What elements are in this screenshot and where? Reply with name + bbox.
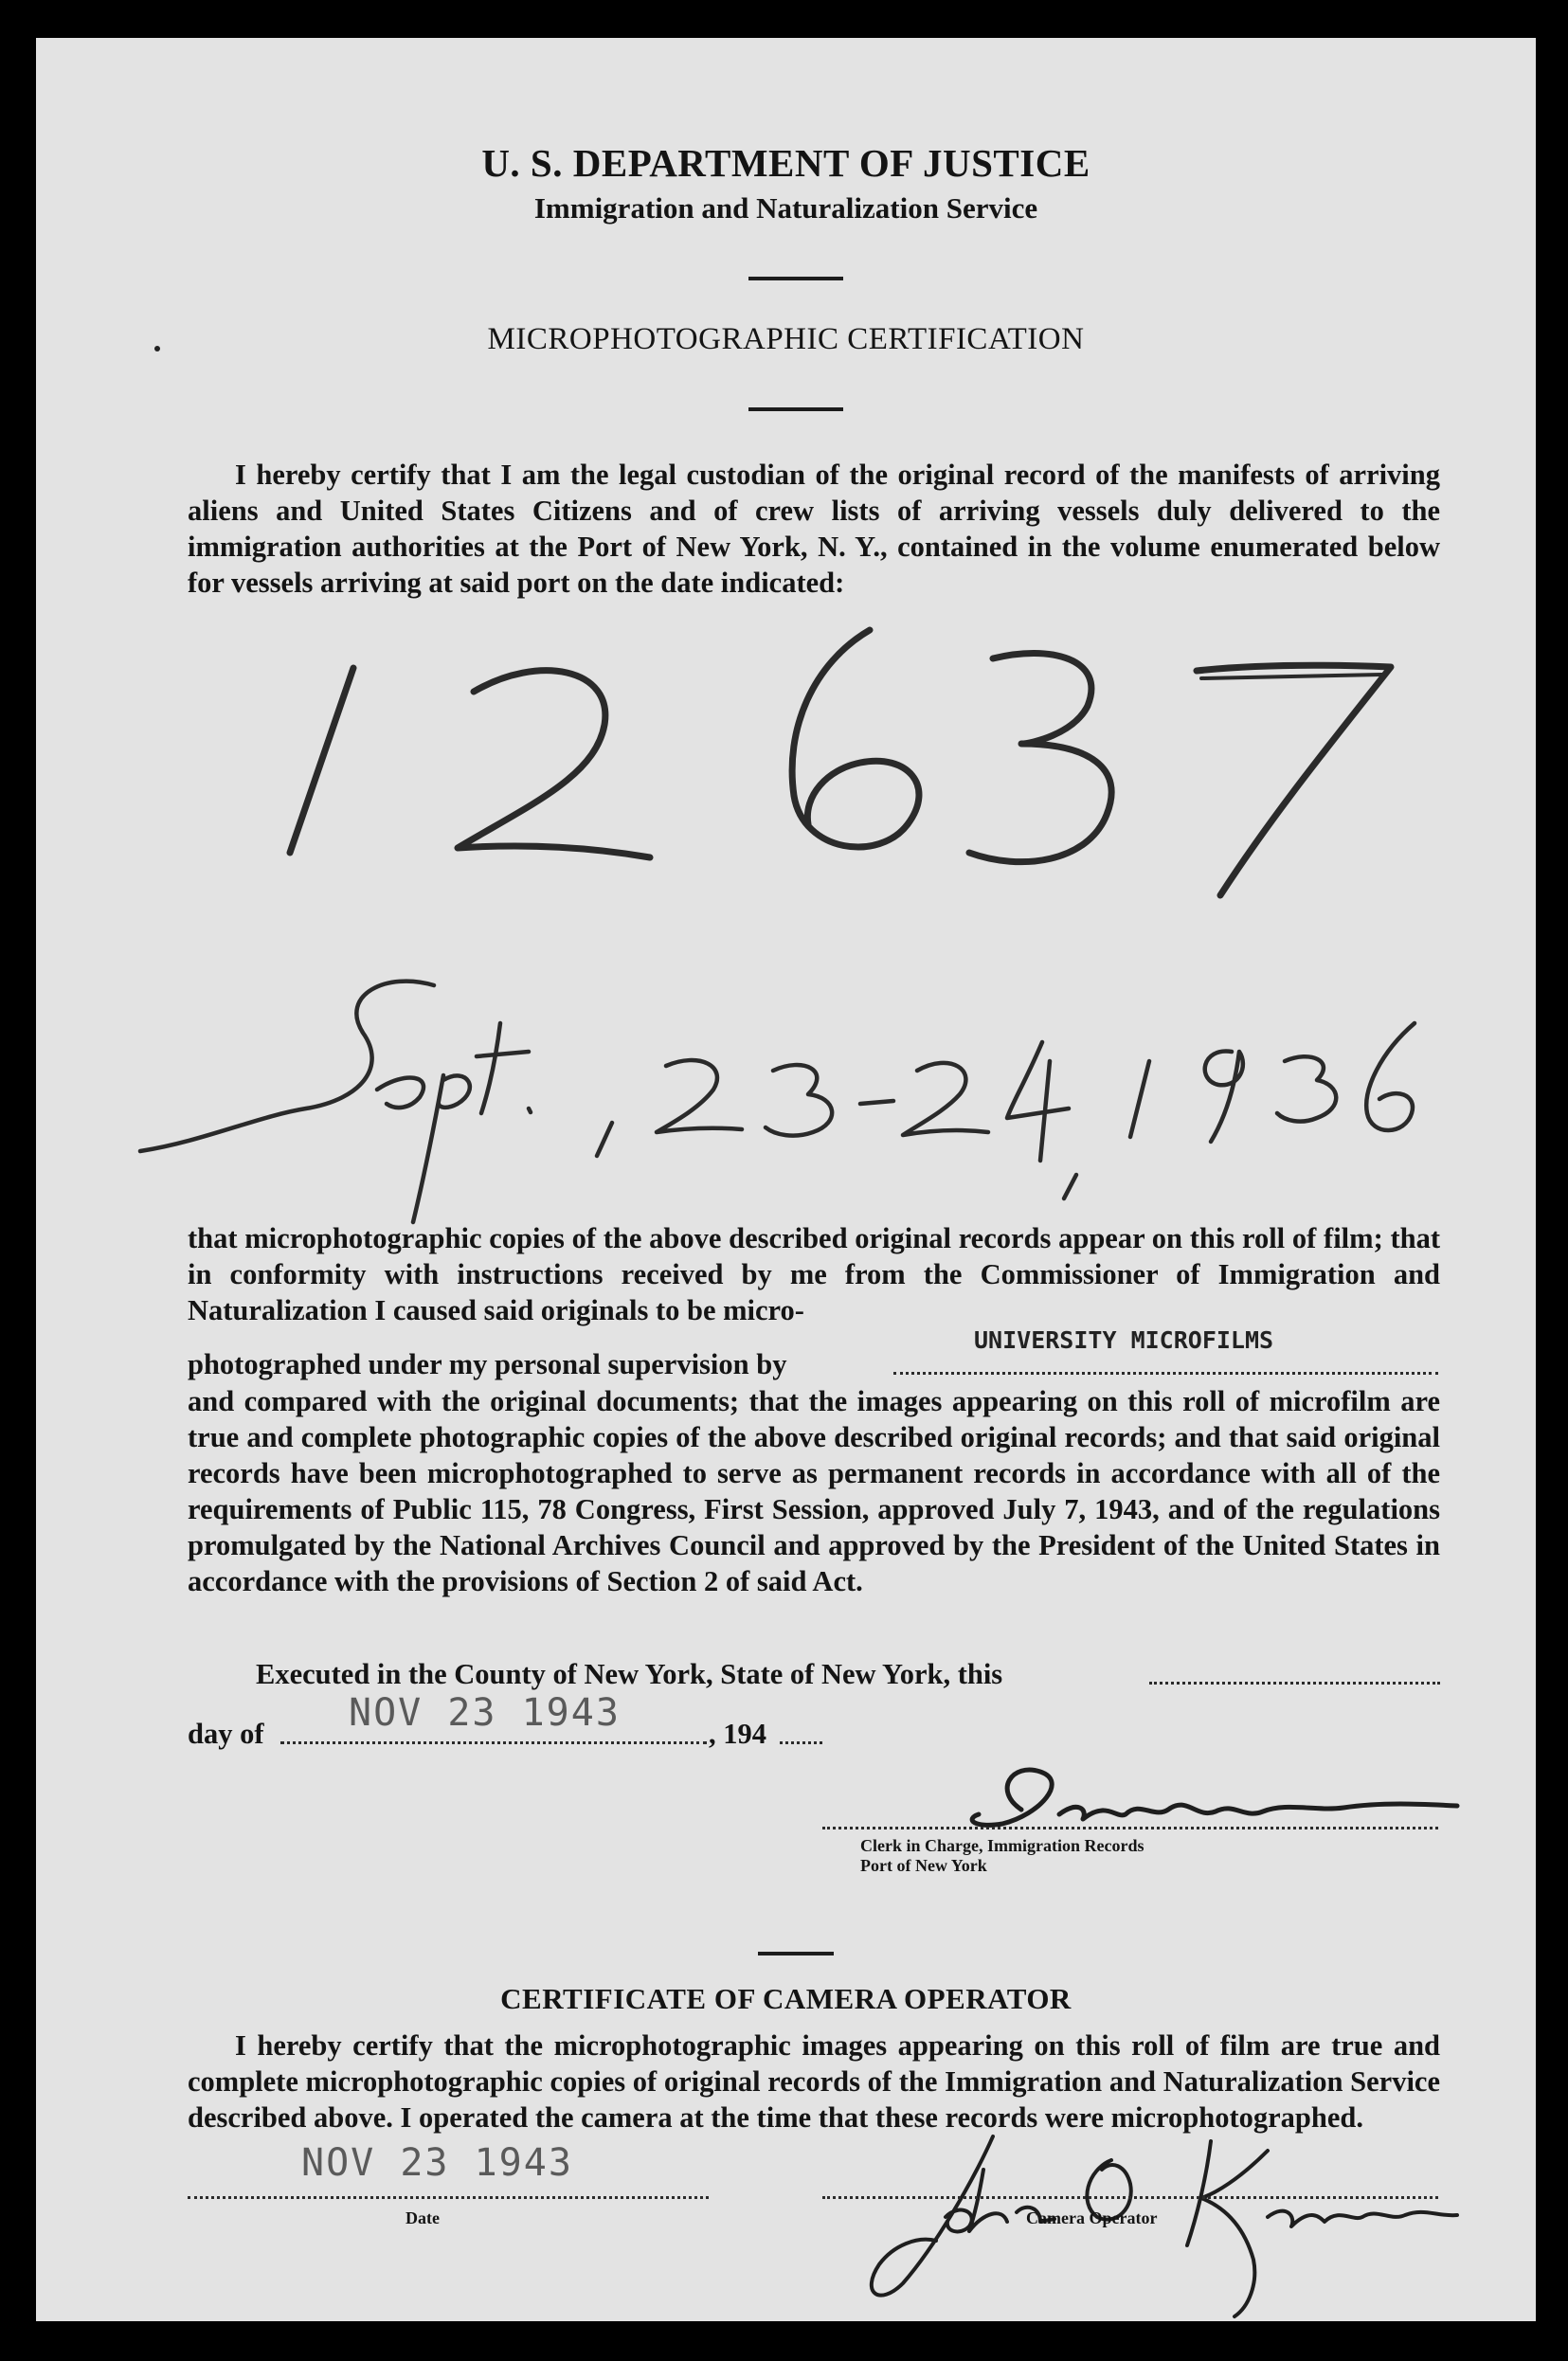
camera-operator-signature [872,2136,1457,2316]
certification-title: MICROPHOTOGRAPHIC CERTIFICATION [487,322,1085,356]
service-subheading: Immigration and Naturalization Service [533,191,1038,225]
executed-text: Executed in the County of New York, State of New York, this [256,1658,1003,1690]
clerk-title-line1: Clerk in Charge, Immigration Records [860,1836,1144,1855]
divider [758,1952,834,1955]
intro-paragraph: I hereby certify that I am the legal custodian of the original record of the manifests of arriving aliens and United States Citizens and of crew lists of arriving vessels duly delivered to the immigration authorities at the Port of New York, N. Y., contained in the volume enumerated below for vessels arriving at said port on the date indicated: [188,459,1440,599]
certificate-page [36,38,1536,2321]
operator-signature-line [822,2196,1438,2199]
dotted-fill-line [1149,1682,1440,1685]
operator-date-stamp: NOV 23 1943 [301,2141,573,2185]
date-line [188,2196,709,2199]
camera-operator-paragraph: I hereby certify that the microphotographic images appearing on this roll of film are true and complete microphotographic copies of original records of the Immigration and Naturalization Service described above. I operated the camera at the time that these records were microphotographed. [188,2029,1440,2134]
date-range-handwriting [140,982,1415,1222]
camera-operator-label: Camera Operator [1026,2208,1158,2227]
supervision-line-label: photographed under my personal supervision by [188,1348,787,1380]
day-of-label: day of [188,1718,264,1750]
microphotographic-paragraph-b: and compared with the original documents; that the images appearing on this roll of microfilm are true and complete photographic copies of the above described original records; and that said original records have been microphotographed to serve as permanent records in accordance with all of the requirements of Public 115, 78 Congress, First Session, approved July 7, 1943, and of the regulations promulgated by the National Archives Council and approved by the President of the United States in accordance with the provisions of Section 2 of said Act. [188,1385,1440,1597]
dotted-fill-line [280,1741,707,1744]
clerk-signature-line [822,1827,1438,1829]
clerk-signature [972,1770,1457,1825]
dotted-fill-line [893,1372,1438,1375]
department-heading: U. S. DEPARTMENT OF JUSTICE [481,141,1090,185]
date-stamp: NOV 23 1943 [349,1691,621,1735]
handwriting-layer [36,38,1536,2321]
supervision-name: UNIVERSITY MICROFILMS [974,1326,1274,1354]
year-prefix: , 194 [709,1718,766,1750]
camera-operator-title: CERTIFICATE OF CAMERA OPERATOR [500,1982,1072,2015]
microphotographic-paragraph-a: that microphotographic copies of the above described original records appear on this roll of film; that in conformity with instructions received by me from the Commissioner of Immigration and Naturalization I caused said originals to be micro- [188,1222,1440,1326]
date-label: Date [406,2208,440,2227]
volume-number-handwriting [290,630,1391,895]
dotted-fill-line [780,1741,822,1744]
clerk-title-line2: Port of New York [860,1856,987,1875]
